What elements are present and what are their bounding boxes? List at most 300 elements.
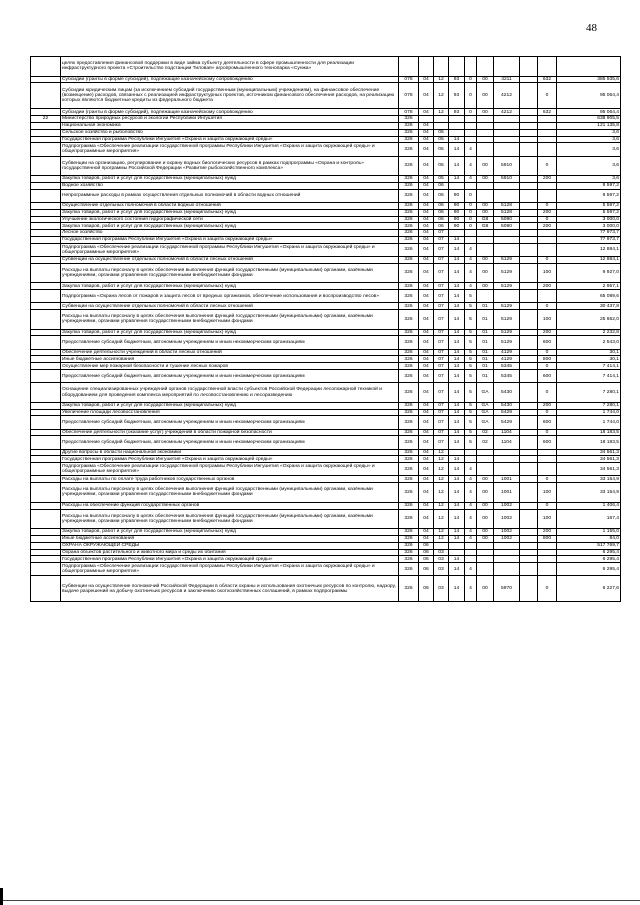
- cell-sum: 18 183,5: [557, 429, 621, 436]
- cell-pr: 07: [434, 336, 449, 349]
- cell-p4: 1001: [494, 476, 520, 483]
- cell-pr: 07: [434, 402, 449, 409]
- cell-vr: [538, 57, 557, 77]
- cell-sum: 95 064,4: [557, 83, 621, 109]
- cell-p4: [494, 136, 520, 143]
- cell-pr: 07: [434, 370, 449, 383]
- cell-p2: [465, 556, 477, 563]
- cell-name: Оснащение специализированных учреждений органов государственной власти субъектов Российской Федерации лесопожарной техникой и оборудованием для проведения комплекса мероприятий по лесовосстановлению и лесоразведению: [61, 383, 399, 403]
- cell-name: Предоставление субсидий бюджетным, автономным учреждениям и иным некоммерческим организациям: [61, 336, 399, 349]
- cell-p3: [477, 136, 494, 143]
- table-row: [31, 136, 621, 143]
- cell-rz: 06: [419, 563, 434, 576]
- cell-p4: 1002: [494, 535, 520, 542]
- cell-p3: 00: [477, 483, 494, 503]
- cell-p1: [449, 449, 465, 456]
- cell-n: [31, 363, 61, 370]
- cell-vr: [538, 463, 557, 476]
- cell-rz: 04: [419, 310, 434, 330]
- cell-p3: 00: [477, 509, 494, 529]
- cell-name: Предоставление субсидий бюджетным, автономным учреждениям и иным некоммерческим организациям: [61, 416, 399, 429]
- cell-p1: 14: [449, 290, 465, 303]
- cell-ved: 326: [399, 436, 419, 449]
- cell-pr: 07: [434, 383, 449, 403]
- cell-blank: [520, 76, 538, 83]
- table-row: [31, 256, 621, 263]
- cell-rz: 04: [419, 136, 434, 143]
- cell-p2: [465, 236, 477, 243]
- cell-name: Расходы на выплаты персоналу в целях обеспечения выполнения функций государственными (муниципальными) органами, казёнными учреждениями, органами управления государственными внебюджетными фондами: [61, 483, 399, 503]
- cell-rz: 04: [419, 402, 434, 409]
- cell-ved: 326: [399, 263, 419, 283]
- cell-vr: 600: [538, 416, 557, 429]
- cell-sum: 95 064,4: [557, 109, 621, 116]
- cell-p1: 14: [449, 502, 465, 509]
- cell-vr: 200: [538, 529, 557, 536]
- cell-vr: 0: [538, 476, 557, 483]
- cell-name: Подпрограмма «Обеспечение реализации государственной программы Республики Ингушетия «Охрана и защита окружающей среды» и общепрограммные мероприятия»: [61, 243, 399, 256]
- cell-rz: 04: [419, 176, 434, 183]
- cell-ved: 326: [399, 476, 419, 483]
- cell-blank: [520, 476, 538, 483]
- cell-sum: 121 135,8: [557, 122, 621, 129]
- table-row: [31, 502, 621, 509]
- cell-name: Подпрограмма «Охрана лесов от пожаров и защита лесов от вредных организмов, обеспечение использования и воспроизводство лесов»: [61, 290, 399, 303]
- cell-p3: 01: [477, 303, 494, 310]
- cell-name: Закупка товаров, работ и услуг для государственных (муниципальных) нужд: [61, 402, 399, 409]
- cell-p4: 4211: [494, 76, 520, 83]
- table-row: [31, 236, 621, 243]
- cell-p1: 14: [449, 256, 465, 263]
- cell-p1: 14: [449, 509, 465, 529]
- cell-p1: 14: [449, 402, 465, 409]
- cell-sum: 84,0: [557, 535, 621, 542]
- cell-sum: 6 227,6: [557, 576, 621, 602]
- cell-p2: 5: [465, 336, 477, 349]
- cell-ved: 326: [399, 349, 419, 356]
- cell-blank: [520, 542, 538, 549]
- cell-n: [31, 349, 61, 356]
- cell-p3: 00: [477, 535, 494, 542]
- cell-p4: [494, 463, 520, 476]
- cell-n: [31, 236, 61, 243]
- cell-ved: 326: [399, 456, 419, 463]
- cell-p3: [477, 236, 494, 243]
- cell-p3: 00: [477, 529, 494, 536]
- cell-p1: 90: [449, 223, 465, 230]
- cell-rz: 06: [419, 542, 434, 549]
- cell-n: [31, 402, 61, 409]
- cell-rz: 04: [419, 182, 434, 189]
- cell-sum: 7 414,1: [557, 363, 621, 370]
- cell-blank: [520, 349, 538, 356]
- cell-p2: 5: [465, 356, 477, 363]
- cell-p4: 1104: [494, 429, 520, 436]
- cell-p1: [449, 182, 465, 189]
- cell-n: [31, 189, 61, 202]
- cell-p3: 02: [477, 436, 494, 449]
- cell-rz: 04: [419, 223, 434, 230]
- cell-p3: 00: [477, 83, 494, 109]
- cell-blank: [520, 116, 538, 123]
- cell-p2: 4: [465, 256, 477, 263]
- cell-p4: [494, 243, 520, 256]
- table-row: [31, 223, 621, 230]
- cell-ved: 326: [399, 370, 419, 383]
- cell-n: 22: [31, 116, 61, 123]
- cell-rz: 04: [419, 349, 434, 356]
- cell-name: Предоставление субсидий бюджетным, автономным учреждениям и иным некоммерческим организациям: [61, 370, 399, 383]
- cell-n: [31, 76, 61, 83]
- cell-n: [31, 576, 61, 602]
- table-row: [31, 549, 621, 556]
- table-row: [31, 370, 621, 383]
- cell-blank: [520, 283, 538, 290]
- table-row: [31, 529, 621, 536]
- cell-sum: 3 000,0: [557, 216, 621, 223]
- cell-p2: 4: [465, 143, 477, 156]
- cell-vr: 0: [538, 502, 557, 509]
- cell-p4: 1002: [494, 502, 520, 509]
- cell-blank: [520, 216, 538, 223]
- cell-vr: 0: [538, 349, 557, 356]
- cell-vr: 100: [538, 483, 557, 503]
- cell-n: [31, 209, 61, 216]
- cell-p2: [465, 230, 477, 237]
- cell-rz: 04: [419, 156, 434, 176]
- cell-n: [31, 449, 61, 456]
- cell-rz: 04: [419, 449, 434, 456]
- cell-sum: 2 957,1: [557, 283, 621, 290]
- cell-n: [31, 370, 61, 383]
- cell-vr: 0: [538, 303, 557, 310]
- cell-p2: 5: [465, 349, 477, 356]
- table-row: [31, 209, 621, 216]
- cell-ved: 326: [399, 449, 419, 456]
- cell-vr: [538, 136, 557, 143]
- cell-rz: 04: [419, 216, 434, 223]
- cell-n: [31, 57, 61, 77]
- cell-rz: 04: [419, 476, 434, 483]
- cell-sum: 5 597,2: [557, 202, 621, 209]
- cell-sum: 6 295,4: [557, 549, 621, 556]
- cell-sum: 7 280,1: [557, 402, 621, 409]
- cell-n: [31, 556, 61, 563]
- cell-name: Расходы на выплаты персоналу в целях обеспечения выполнения функций государственными (муниципальными) органами, казёнными учреждениями, органами управления государственными внебюджетными фондами: [61, 310, 399, 330]
- cell-p1: 14: [449, 463, 465, 476]
- cell-pr: 07: [434, 290, 449, 303]
- cell-pr: [434, 57, 449, 77]
- cell-ved: 326: [399, 290, 419, 303]
- cell-p4: 5430: [494, 383, 520, 403]
- cell-p4: [494, 182, 520, 189]
- cell-p2: 4: [465, 283, 477, 290]
- cell-p3: [477, 542, 494, 549]
- cell-name: Иные бюджетные ассигнования: [61, 535, 399, 542]
- cell-p1: 14: [449, 416, 465, 429]
- table-row: [31, 476, 621, 483]
- cell-p3: [477, 230, 494, 237]
- cell-ved: 326: [399, 529, 419, 536]
- cell-p1: 14: [449, 243, 465, 256]
- cell-p1: [449, 129, 465, 136]
- cell-p2: [465, 116, 477, 123]
- cell-name: Предоставление субсидий бюджетным, автономным учреждениям и иным некоммерческим организациям: [61, 436, 399, 449]
- cell-p1: [449, 542, 465, 549]
- cell-rz: 04: [419, 76, 434, 83]
- cell-p3: 00: [477, 576, 494, 602]
- cell-sum: 25 662,0: [557, 310, 621, 330]
- cell-ved: 326: [399, 209, 419, 216]
- cell-p3: GA: [477, 416, 494, 429]
- cell-p1: 14: [449, 429, 465, 436]
- cell-p3: [477, 129, 494, 136]
- cell-p2: 5: [465, 383, 477, 403]
- cell-n: [31, 243, 61, 256]
- cell-rz: 04: [419, 383, 434, 403]
- cell-n: [31, 549, 61, 556]
- cell-pr: [434, 122, 449, 129]
- cell-p4: [494, 549, 520, 556]
- cell-ved: 326: [399, 463, 419, 476]
- cell-p3: 00: [477, 263, 494, 283]
- cell-p1: 93: [449, 76, 465, 83]
- cell-n: [31, 356, 61, 363]
- cell-sum: 8 597,2: [557, 182, 621, 189]
- cell-n: [31, 290, 61, 303]
- cell-rz: 04: [419, 256, 434, 263]
- cell-name: Подпрограмма «Обеспечение реализации государственной программы Республики Ингушетия «Охрана и защита окружающей среды» и общепрограммные мероприятия»: [61, 563, 399, 576]
- cell-rz: 04: [419, 230, 434, 237]
- cell-sum: 7 414,1: [557, 370, 621, 383]
- cell-p1: 14: [449, 456, 465, 463]
- cell-ved: 326: [399, 202, 419, 209]
- cell-blank: [520, 336, 538, 349]
- cell-rz: 04: [419, 529, 434, 536]
- cell-p1: 14: [449, 535, 465, 542]
- cell-vr: [538, 189, 557, 202]
- cell-name: Осуществление мер пожарной безопасности и тушение лесных пожаров: [61, 363, 399, 370]
- cell-vr: 100: [538, 310, 557, 330]
- cell-ved: 326: [399, 236, 419, 243]
- cell-p1: 14: [449, 576, 465, 602]
- table-row: [31, 216, 621, 223]
- table-row: [31, 456, 621, 463]
- cell-p4: [494, 556, 520, 563]
- cell-n: [31, 136, 61, 143]
- table-row: [31, 409, 621, 416]
- cell-blank: [520, 236, 538, 243]
- cell-name: Расходы на выплаты по оплате труда работников государственных органов: [61, 476, 399, 483]
- cell-p3: [477, 182, 494, 189]
- cell-rz: [419, 116, 434, 123]
- cell-n: [31, 463, 61, 476]
- cell-name: Охрана объектов растительного и животного мира и среды их обитания: [61, 549, 399, 556]
- cell-p3: 01: [477, 349, 494, 356]
- cell-ved: 326: [399, 563, 419, 576]
- cell-ved: 326: [399, 363, 419, 370]
- table-row: [31, 182, 621, 189]
- cell-sum: 2 232,8: [557, 329, 621, 336]
- cell-blank: [520, 549, 538, 556]
- cell-p2: [465, 542, 477, 549]
- cell-rz: 04: [419, 356, 434, 363]
- cell-pr: 05: [434, 129, 449, 136]
- cell-pr: 12: [434, 449, 449, 456]
- table-row: [31, 283, 621, 290]
- cell-blank: [520, 230, 538, 237]
- cell-sum: 65 089,6: [557, 290, 621, 303]
- cell-pr: 07: [434, 256, 449, 263]
- cell-rz: 04: [419, 202, 434, 209]
- cell-n: [31, 303, 61, 310]
- cell-ved: 078: [399, 109, 419, 116]
- cell-name: Осуществление отдельных полномочий в области водных отношений: [61, 202, 399, 209]
- cell-blank: [520, 529, 538, 536]
- cell-sum: 1 744,0: [557, 409, 621, 416]
- cell-n: [31, 202, 61, 209]
- cell-name: Закупка товаров, работ и услуг для государственных (муниципальных) нужд: [61, 283, 399, 290]
- cell-blank: [520, 416, 538, 429]
- cell-name: Субвенции на осуществление отдельных полномочий в области лесных отношений: [61, 256, 399, 263]
- cell-rz: 04: [419, 143, 434, 156]
- cell-pr: 12: [434, 83, 449, 109]
- cell-sum: 2 543,0: [557, 336, 621, 349]
- cell-ved: 326: [399, 243, 419, 256]
- cell-p4: 5129: [494, 283, 520, 290]
- cell-p2: 4: [465, 476, 477, 483]
- cell-p1: 14: [449, 283, 465, 290]
- cell-pr: 06: [434, 202, 449, 209]
- cell-blank: [520, 556, 538, 563]
- cell-pr: 03: [434, 549, 449, 556]
- cell-p2: 4: [465, 483, 477, 503]
- cell-p2: 4: [465, 576, 477, 602]
- table-row: [31, 416, 621, 429]
- cell-vr: 200: [538, 209, 557, 216]
- cell-sum: 12 884,1: [557, 256, 621, 263]
- table-row: [31, 542, 621, 549]
- cell-ved: 078: [399, 76, 419, 83]
- cell-p1: 14: [449, 176, 465, 183]
- cell-ved: 326: [399, 416, 419, 429]
- cell-vr: [538, 556, 557, 563]
- cell-rz: 04: [419, 535, 434, 542]
- cell-name: Государственная программа Республики Ингушетия «Охрана и защита окружающей среды»: [61, 456, 399, 463]
- table-row: [31, 436, 621, 449]
- cell-pr: 07: [434, 436, 449, 449]
- cell-n: [31, 409, 61, 416]
- cell-p1: 14: [449, 476, 465, 483]
- cell-blank: [520, 383, 538, 403]
- cell-ved: [399, 57, 419, 77]
- cell-n: [31, 563, 61, 576]
- cell-rz: 04: [419, 429, 434, 436]
- cell-sum: 30,1: [557, 356, 621, 363]
- table-row: [31, 156, 621, 176]
- cell-ved: 326: [399, 283, 419, 290]
- cell-sum: 8 597,2: [557, 189, 621, 202]
- cell-p3: GA: [477, 409, 494, 416]
- cell-ved: 326: [399, 182, 419, 189]
- table-row: [31, 535, 621, 542]
- cell-p1: [449, 549, 465, 556]
- cell-p3: 01: [477, 363, 494, 370]
- cell-n: [31, 436, 61, 449]
- cell-p1: 14: [449, 263, 465, 283]
- budget-table-body: [31, 57, 621, 602]
- cell-ved: 326: [399, 556, 419, 563]
- cell-p1: 14: [449, 310, 465, 330]
- table-row: [31, 336, 621, 349]
- cell-name: Лесное хозяйство: [61, 230, 399, 237]
- cell-vr: 0: [538, 216, 557, 223]
- cell-vr: 200: [538, 283, 557, 290]
- table-row: [31, 402, 621, 409]
- cell-n: [31, 156, 61, 176]
- cell-pr: 05: [434, 136, 449, 143]
- cell-pr: 07: [434, 416, 449, 429]
- cell-rz: 04: [419, 456, 434, 463]
- cell-rz: 04: [419, 83, 434, 109]
- cell-vr: 600: [538, 336, 557, 349]
- cell-sum: 3,6: [557, 129, 621, 136]
- cell-p3: 01: [477, 370, 494, 383]
- cell-p2: [465, 456, 477, 463]
- cell-pr: 07: [434, 363, 449, 370]
- cell-ved: 326: [399, 383, 419, 403]
- cell-blank: [520, 329, 538, 336]
- cell-ved: 326: [399, 136, 419, 143]
- table-row: [31, 429, 621, 436]
- cell-p1: 93: [449, 109, 465, 116]
- cell-p4: 5429: [494, 409, 520, 416]
- cell-p1: 14: [449, 136, 465, 143]
- cell-blank: [520, 256, 538, 263]
- cell-name: Закупка товаров, работ и услуг для государственных (муниципальных) нужд: [61, 209, 399, 216]
- cell-p1: 90: [449, 189, 465, 202]
- cell-rz: 04: [419, 370, 434, 383]
- cell-blank: [520, 129, 538, 136]
- cell-p3: [477, 116, 494, 123]
- table-row: [31, 329, 621, 336]
- cell-vr: 600: [538, 436, 557, 449]
- cell-blank: [520, 463, 538, 476]
- cell-n: [31, 83, 61, 109]
- cell-n: [31, 263, 61, 283]
- cell-sum: 1 155,0: [557, 529, 621, 536]
- cell-vr: 0: [538, 409, 557, 416]
- cell-p2: 5: [465, 409, 477, 416]
- cell-pr: 12: [434, 476, 449, 483]
- cell-name: Субсидии (гранты в форме субсидий), подлежащие казначейскому сопровождению: [61, 109, 399, 116]
- cell-vr: [538, 122, 557, 129]
- cell-p4: 1001: [494, 483, 520, 503]
- table-row: [31, 563, 621, 576]
- cell-rz: 04: [419, 243, 434, 256]
- cell-name: Закупка товаров, работ и услуг для государственных (муниципальных) нужд: [61, 176, 399, 183]
- table-row: [31, 202, 621, 209]
- cell-p4: 5129: [494, 329, 520, 336]
- cell-ved: 326: [399, 329, 419, 336]
- cell-pr: 05: [434, 156, 449, 176]
- cell-blank: [520, 223, 538, 230]
- cell-vr: 0: [538, 156, 557, 176]
- cell-pr: 12: [434, 483, 449, 503]
- cell-name: Государственная программа Республики Ингушетия «Охрана и защита окружающей среды»: [61, 556, 399, 563]
- cell-vr: 632: [538, 109, 557, 116]
- cell-p3: 00: [477, 283, 494, 290]
